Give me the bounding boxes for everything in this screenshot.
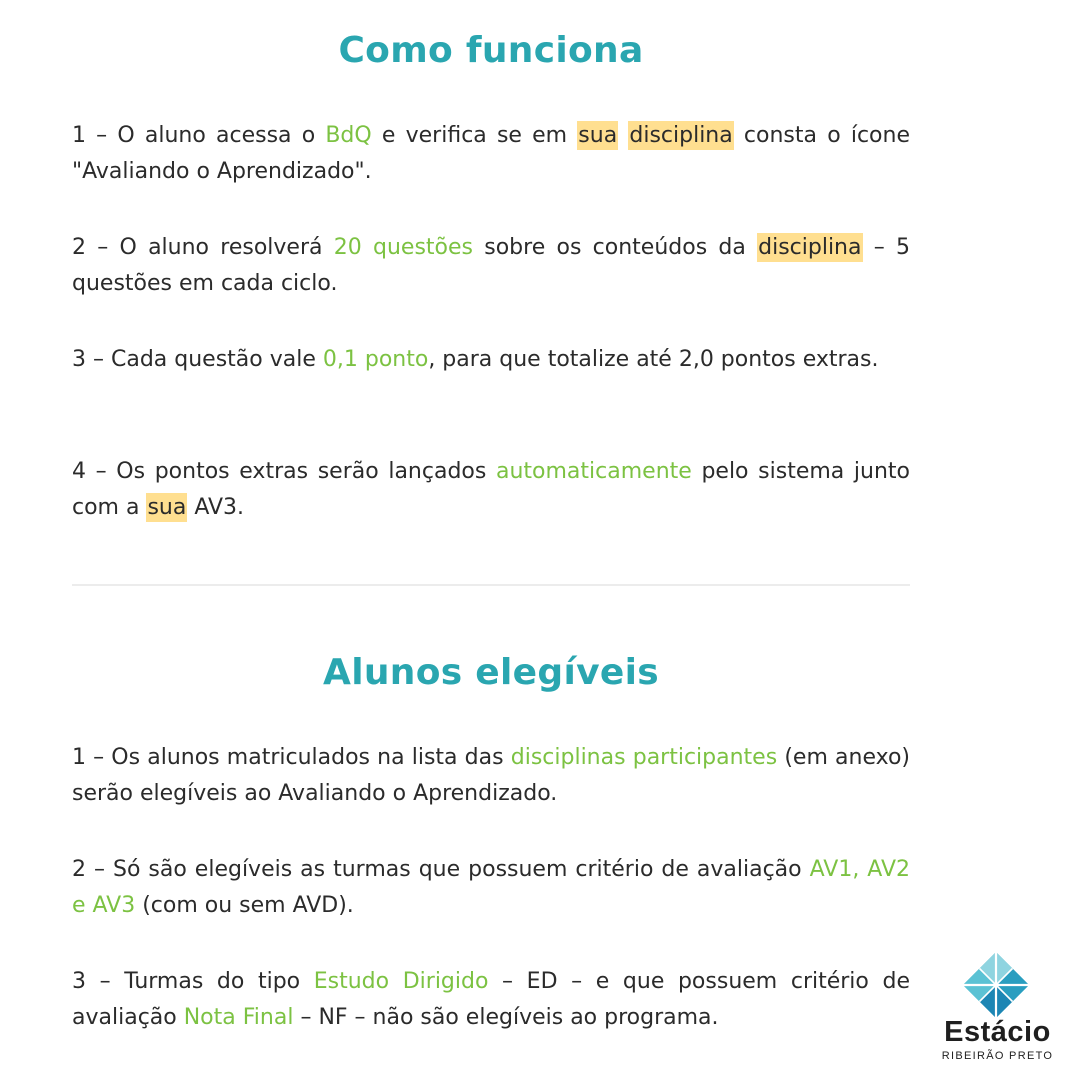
- text: e verifica se em: [371, 123, 578, 148]
- text: 2 – Só são elegíveis as turmas que possuem critério de avaliação: [72, 857, 810, 882]
- alunos-elegiveis-item-2: [72, 852, 910, 924]
- text: – ED – e que possuem critério de avaliação: [72, 969, 910, 1030]
- text: – NF – não são elegíveis ao programa.: [293, 1005, 719, 1030]
- text: 3 – Cada questão vale: [72, 347, 323, 372]
- estacio-logo: [935, 952, 1060, 1067]
- highlight-20-questoes: 20 questões: [333, 235, 473, 260]
- estacio-diamond-icon: [963, 952, 1029, 1018]
- text: 4 – Os pontos extras serão lançados: [72, 459, 496, 484]
- highlight-0-1-ponto: 0,1 ponto: [322, 347, 429, 372]
- text: – 5 questões em cada ciclo.: [72, 235, 911, 296]
- text: (com ou sem AVD).: [135, 893, 354, 918]
- logo-subtitle: RIBEIRÃO PRETO: [941, 1050, 1054, 1062]
- text: 1 – Os alunos matriculados na lista das: [72, 745, 511, 770]
- como-funciona-step-4: [72, 454, 910, 526]
- text: pelo sistema junto com a: [72, 459, 910, 520]
- section-title-como-funciona: Como funciona: [338, 30, 644, 71]
- highlight-av1-av2-av3: AV1, AV2 e AV3: [72, 857, 910, 918]
- highlight-disciplinas-participantes: disciplinas participantes: [510, 745, 778, 770]
- text: , para que totalize até 2,0 pontos extras.: [428, 347, 879, 372]
- alunos-elegiveis-item-1: [72, 740, 910, 812]
- section-title-alunos-elegiveis: Alunos elegíveis: [323, 652, 659, 693]
- text: consta o ícone "Avaliando o Aprendizado".: [72, 123, 910, 184]
- como-funciona-step-2: [72, 230, 910, 302]
- highlight-estudo-dirigido: Estudo Dirigido: [313, 969, 489, 994]
- highlight-sua: sua: [147, 495, 187, 520]
- logo-name: Estácio: [944, 1016, 1051, 1048]
- text: 3 – Turmas do tipo: [72, 969, 314, 994]
- alunos-elegiveis-item-3: [72, 964, 910, 1036]
- text: 1 – O aluno acessa o: [72, 123, 326, 148]
- como-funciona-step-1: [72, 118, 910, 190]
- highlight-nota-final: Nota Final: [183, 1005, 294, 1030]
- highlight-disciplina: disciplina: [758, 235, 862, 260]
- highlight-automaticamente: automaticamente: [495, 459, 692, 484]
- text: sobre os conteúdos da: [473, 235, 758, 260]
- highlight-sua: sua: [578, 123, 618, 148]
- text: AV3.: [187, 495, 245, 520]
- highlight-disciplina: disciplina: [629, 123, 733, 148]
- highlight-bdq: BdQ: [325, 123, 372, 148]
- como-funciona-step-3: [72, 342, 910, 378]
- text: (em anexo) serão elegíveis ao Avaliando o Aprendizado.: [72, 745, 910, 806]
- text: 2 – O aluno resolverá: [72, 235, 334, 260]
- section-divider: [72, 584, 910, 586]
